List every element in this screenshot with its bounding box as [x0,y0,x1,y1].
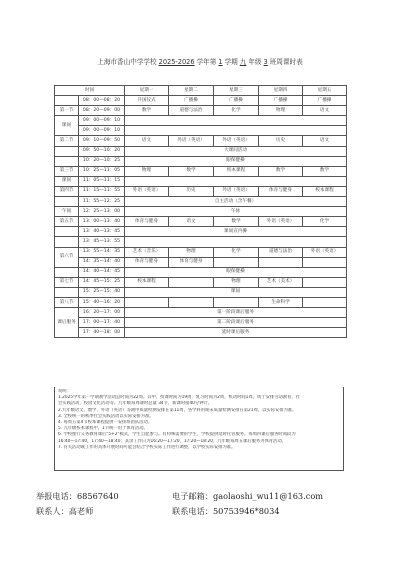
lesson-cell: 数学 [214,217,259,227]
note-line: 2.九年级语文、数学、外语（英语）等期中质量检测安排在第11周，各学科的期末质量检测安排在第21周，以实际安排为准。 [58,407,297,413]
table-row [55,197,347,207]
contact-value: 高老师 [68,506,94,516]
lesson-cell: 物理 [125,166,169,176]
school-name: 上海市香山中学学校 [97,58,157,66]
span-cell: 眼保健操 [125,267,347,277]
term-suffix: 学期 [224,58,238,66]
lesson-cell: 数学 [125,106,169,116]
time-cell: 12：25—13：00 [79,207,125,217]
grade-number: 九 [239,58,247,66]
table-row [55,136,347,146]
time-cell: 08：00—08：20 [79,96,125,106]
empty-span [125,237,347,247]
lesson-cell: 语文 [125,136,169,146]
period-label: 第三节 [55,166,79,176]
table-row [55,96,347,106]
lesson-cell [125,297,169,307]
table-row [55,126,347,136]
empty-span [125,176,347,186]
time-cell: 16：20—17：00 [79,308,125,318]
lesson-cell: 体育与健身 [259,186,303,196]
time-cell: 14：35—14：40 [79,257,125,267]
lesson-cell [303,297,347,307]
note-line: 7. 有关活动或工作的具体开展时间可能会结合学校实际工作进行调整，以学校实际安排为准。 [58,444,236,450]
email-value: gaolaoshi_wu11@163.com [212,491,324,501]
lesson-cell: 物理 [169,247,214,257]
table-row [55,176,347,186]
span-cell: 午休 [125,207,347,217]
span-cell: 自主活动（含午餐） [125,197,347,207]
span-cell: 课间 [125,287,347,297]
table-row [55,277,347,287]
lesson-cell: 艺术（音乐） [125,247,169,257]
empty-span [125,126,347,136]
time-cell: 14：45—15：25 [79,277,125,287]
lesson-cell [169,297,214,307]
notes-box [54,387,344,471]
page-title [0,56,400,66]
lesson-cell: 数学 [169,166,214,176]
table-row [55,328,347,338]
table-row [55,217,347,227]
contact-label: 联系人： [36,506,69,516]
lesson-cell: 外语（英语） [214,186,259,196]
table-row [55,156,347,166]
after-school-label: 课后服务 [55,308,79,338]
lesson-cell: 外语（英语） [259,217,303,227]
time-cell: 13：55—14：35 [79,247,125,257]
table-row [55,247,347,257]
time-cell: 11：55—12：25 [79,197,125,207]
lesson-cell: 数学 [303,166,347,176]
time-cell: 09：10—09：50 [79,136,125,146]
noon-label: 午间 [55,207,79,217]
header-time: 时间 [55,86,125,96]
header-wednesday: 星期三 [214,86,259,96]
contact-person [36,506,93,517]
period-label: 第八节 [55,297,79,307]
note-line: 5. 九年级校本课程中，1节统一用于体育活动。 [58,426,148,432]
note-line: 3. 全校统一的秋季社会实践活动以实际安排为准。 [58,413,154,419]
lesson-cell: 历史 [169,186,214,196]
time-cell: 13：00—13：40 [79,217,125,227]
lesson-cell: 物理 [259,106,303,116]
period-label: 第一节 [55,106,79,116]
email [172,491,323,502]
year-suffix: 学年第 [196,58,217,66]
lesson-cell: 化学 [214,106,259,116]
time-cell: 17：40—18：00 [79,328,125,338]
table-row [55,257,347,267]
table-header-row [55,86,347,96]
lesson-cell: 生命科学 [259,297,303,307]
note-line: 说明： [58,389,71,394]
empty-span [125,116,347,126]
header-tuesday: 星期二 [169,86,214,96]
lesson-cell: 历史 [259,136,303,146]
lesson-cell: 体育与健身 [169,257,214,267]
contact-footer [36,491,376,521]
contact-phone-label: 联系电话： [172,506,213,516]
table-row [55,287,347,297]
lesson-cell: 语文 [303,136,347,146]
table-row [55,207,347,217]
time-cell: 14：40—14：45 [79,267,125,277]
contact-phone [172,506,280,517]
report-phone [36,491,119,502]
table-row [55,166,347,176]
lesson-cell [169,277,214,287]
recess-label: 课间 [55,116,79,136]
span-cell: 大课间活动 [125,146,347,156]
lesson-cell: 化学 [214,247,259,257]
note-line: 1.2025学年第一学期教学活动总时间为22周。其中，授课时间为19周，复习时间为2周，机动时间1周。周于安排劳动教育、社 [58,395,300,401]
lesson-cell [303,257,347,267]
table-row [55,106,347,116]
lesson-cell: 广播操 [259,96,303,106]
period-label: 第六节 [55,247,79,267]
span-cell: 第二阶段课后服务 [125,318,347,328]
time-cell: 09：00—09：10 [79,116,125,126]
lesson-cell [214,257,259,267]
time-cell: 11：05—11：15 [79,176,125,186]
lesson-cell: 广播操 [169,96,214,106]
term-number: 1 [218,58,223,66]
lesson-cell: 升国仪式 [125,96,169,106]
table-row [55,267,347,277]
lesson-cell: 外语（英语） [214,136,259,146]
period-label: 第二节 [55,136,79,146]
report-phone-label: 举报电话： [36,491,77,501]
recess-label: 课间 [55,176,79,186]
lesson-cell: 语文 [169,217,214,227]
lesson-cell: 外语（英语） [125,186,169,196]
lesson-cell: 艺术（美术） [259,277,303,287]
lesson-cell: 语文 [303,106,347,116]
time-cell: 08：20—09：00 [79,106,125,116]
school-year: 2025-2026 [158,58,195,66]
lesson-cell: 道德与法治 [259,247,303,257]
period-label: 第四节 [55,186,79,196]
email-label: 电子邮箱： [172,491,213,501]
table-row [55,186,347,196]
table-row [55,227,347,237]
grade-suffix: 年级 [248,58,262,66]
lesson-cell: 道德与法治 [169,106,214,116]
span-cell: 延时课后服务 [125,328,347,338]
time-cell: 11：15—11：55 [79,186,125,196]
lesson-cell: 广播操 [214,96,259,106]
header-friday: 星期五 [303,86,347,96]
contact-phone-value: 50753946*8034 [212,506,280,516]
time-cell: 10：20—10：25 [79,156,125,166]
time-cell: 13：40—13：45 [79,227,125,237]
period-label: 第七节 [55,277,79,287]
lesson-cell: 校本课程 [125,277,169,287]
period-label: 第五节 [55,217,79,227]
lesson-cell: 外语（英语） [303,247,347,257]
time-cell: 09：50—10：20 [79,146,125,156]
table-row [55,308,347,318]
span-cell: 课间宣内操 [125,227,347,237]
header-monday: 星期一 [125,86,169,96]
span-cell: 第一阶段课后服务 [125,308,347,318]
lesson-cell: 广播操 [303,96,347,106]
time-cell: 15：25—15：40 [79,287,125,297]
table-row [55,146,347,156]
table-row [55,297,347,307]
class-number: 3 [263,58,268,66]
lesson-cell [303,277,347,287]
lesson-cell: 体育与健身 [125,217,169,227]
table-row [55,116,347,126]
note-line: 16:40—17:40，17:40—18:40；其余工作日为16:20—17:20，17:20—18:20，九年级每周五课后服务为体育活动。 [58,438,286,444]
span-cell: 眼保健操 [125,156,347,166]
lesson-cell [259,257,303,267]
schedule-table [54,85,347,338]
time-cell: 09：00—09：10 [79,126,125,136]
class-suffix: 班周课时表 [269,58,303,66]
lesson-cell: 物理 [214,277,259,287]
time-cell: 17：00—17：40 [79,318,125,328]
lesson-cell [214,297,259,307]
lesson-cell: 校本课程 [303,186,347,196]
header-thursday: 星期四 [259,86,303,96]
lesson-cell: 体育与健身 [125,257,169,267]
note-line: 会实践活动、校园文化活动等。九年级每周课时总量 34节，新课时接40分钟计。 [58,401,213,407]
time-cell: 13：45—13：55 [79,237,125,247]
lesson-cell: 外语（英语） [169,136,214,146]
time-cell: 15：40—16：20 [79,297,125,307]
report-phone-value: 68567640 [76,491,119,501]
lesson-cell: 化学 [303,217,347,227]
table-row [55,237,347,247]
time-cell: 10：25—11：05 [79,166,125,176]
note-line: 4. 每周五第4节校本课程提供一安排班团队活动。 [58,420,153,426]
lesson-cell: 校本课程 [214,166,259,176]
note-line: 6. 学校推行义务教育课后"5+2"模式，学生自愿参与。有特殊需要的学生，学校提供延时托管服务。每周四课后服务时间段为 [58,432,296,438]
lesson-cell: 数学 [259,166,303,176]
table-row [55,318,347,328]
